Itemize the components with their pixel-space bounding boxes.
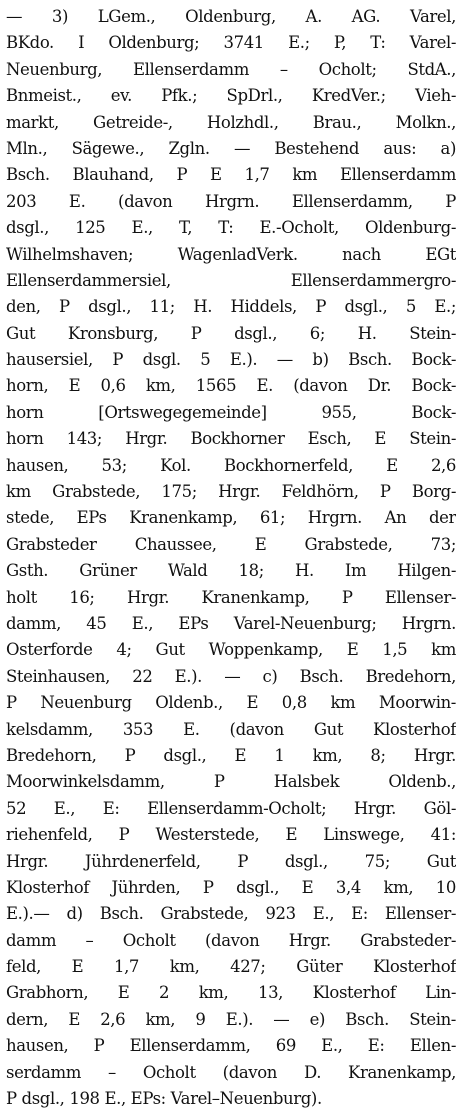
text-line: P dsgl., 198 E., EPs: Varel–Neuenburg).: [6, 1089, 322, 1109]
text-line: serdamm – Ocholt (davon D. Kranenkamp,: [6, 1062, 456, 1082]
text-line: P Neuenburg Oldenb., E 0,8 km Moorwin-: [6, 693, 456, 713]
text-line: Wilhelmshaven; WagenladVerk. nach EGt: [6, 244, 456, 264]
text-line: Bnmeist., ev. Pfk.; SpDrl., KredVer.; Vieh-: [6, 86, 456, 106]
text-line: feld, E 1,7 km, 427; Güter Klosterhof: [6, 957, 456, 977]
text-line: Steinhausen, 22 E.). — c) Bsch. Bredehorn,: [6, 666, 456, 686]
text-line: holt 16; Hrgr. Kranenkamp, P Ellenser-: [6, 587, 456, 607]
text-line: dern, E 2,6 km, 9 E.). — e) Bsch. Stein-: [6, 1009, 456, 1029]
text-line: Hrgr. Jührdenerfeld, P dsgl., 75; Gut: [6, 851, 456, 871]
text-line: 52 E., E: Ellenserdamm-Ocholt; Hrgr. Göl-: [6, 798, 456, 818]
text-line: den, P dsgl., 11; H. Hiddels, P dsgl., 5 E.;: [6, 297, 456, 317]
text-line: Bredehorn, P dsgl., E 1 km, 8; Hrgr.: [6, 745, 456, 765]
text-line: Grabsteder Chaussee, E Grabstede, 73;: [6, 534, 456, 554]
text-line: — 3) LGem., Oldenburg, A. AG. Varel,: [6, 7, 456, 26]
text-line: damm – Ocholt (davon Hrgr. Grabsteder-: [6, 930, 456, 950]
text-line: Bsch. Blauhand, P E 1,7 km Ellenserdamm: [6, 165, 456, 185]
text-line: horn 143; Hrgr. Bockhorner Esch, E Stein-: [6, 429, 456, 449]
text-line: dsgl., 125 E., T, T: E.-Ocholt, Oldenburg-: [6, 218, 456, 238]
text-line: markt, Getreide-, Holzhdl., Brau., Molkn.,: [6, 112, 456, 132]
text-line: Osterforde 4; Gut Woppenkamp, E 1,5 km: [6, 640, 456, 660]
text-line: BKdo. I Oldenburg; 3741 E.; P, T: Varel-: [6, 33, 456, 53]
text-line: horn, E 0,6 km, 1565 E. (davon Dr. Bock-: [6, 376, 456, 396]
text-line: E.).— d) Bsch. Grabstede, 923 E., E: Ellenser-: [6, 904, 456, 924]
text-line: hausen, 53; Kol. Bockhornerfeld, E 2,6: [6, 455, 456, 475]
text-line: Grabhorn, E 2 km, 13, Klosterhof Lin-: [6, 983, 456, 1003]
text-line: horn [Ortswegegemeinde] 955, Bock-: [6, 402, 456, 422]
text-line: kelsdamm, 353 E. (davon Gut Klosterhof: [6, 719, 456, 739]
text-line: Moorwinkelsdamm, P Halsbek Oldenb.,: [6, 772, 456, 792]
text-line: km Grabstede, 175; Hrgr. Feldhörn, P Borg-: [6, 482, 456, 502]
text-line: Gut Kronsburg, P dsgl., 6; H. Stein-: [6, 323, 456, 343]
text-line: 203 E. (davon Hrgrn. Ellenserdamm, P: [6, 191, 456, 211]
text-line: Klosterhof Jührden, P dsgl., E 3,4 km, 10: [6, 877, 456, 897]
text-line: Ellenserdammersiel, Ellenserdammergro-: [6, 270, 456, 290]
text-line: Mln., Sägewe., Zgln. — Bestehend aus: a): [6, 138, 456, 158]
text-line: hausersiel, P dsgl. 5 E.). — b) Bsch. Bock-: [6, 350, 456, 370]
text-line: riehenfeld, P Westerstede, E Linswege, 41:: [6, 825, 456, 845]
text-line: hausen, P Ellenserdamm, 69 E., E: Ellen-: [6, 1036, 456, 1056]
text-line: Gsth. Grüner Wald 18; H. Im Hilgen-: [6, 561, 456, 581]
text-line: damm, 45 E., EPs Varel-Neuenburg; Hrgrn.: [6, 613, 456, 633]
text-line: stede, EPs Kranenkamp, 61; Hrgrn. An der: [6, 508, 456, 528]
text-line: Neuenburg, Ellenserdamm – Ocholt; StdA.,: [6, 59, 456, 79]
